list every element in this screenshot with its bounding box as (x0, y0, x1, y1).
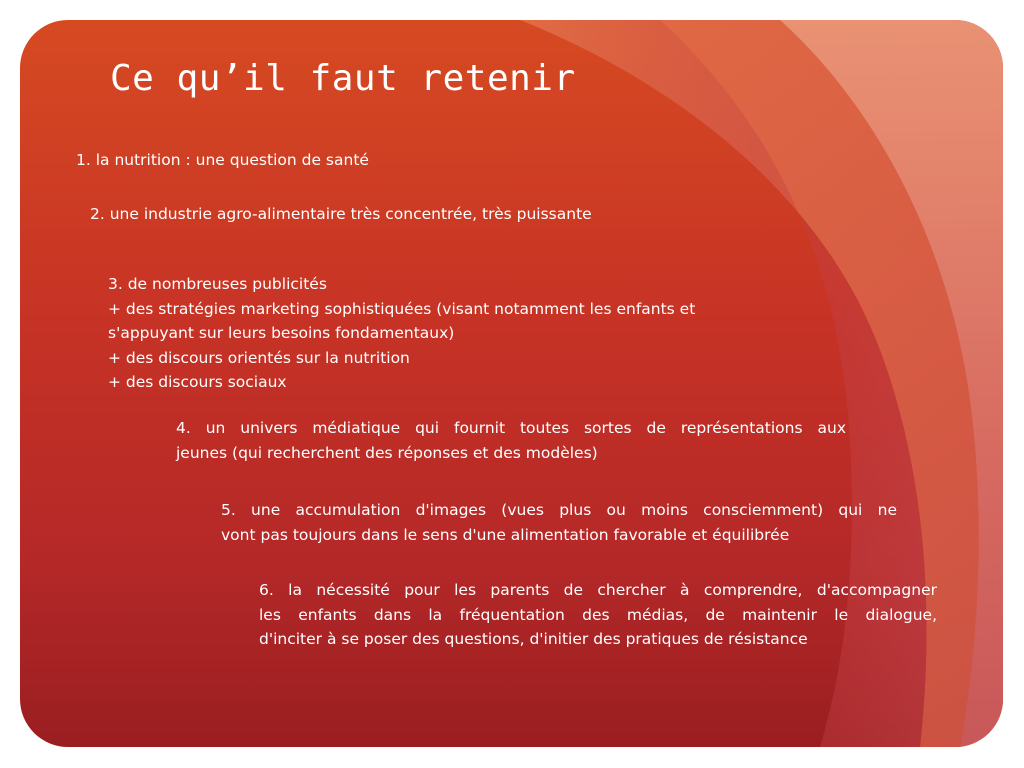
point-3-line-4: + des discours orientés sur la nutrition (108, 348, 410, 367)
point-4 (176, 416, 846, 465)
point-1-line: 1. la nutrition : une question de santé (76, 151, 369, 169)
point-3-line-1: 3. de nombreuses publicités (108, 275, 327, 293)
point-6-line-1: 6. la nécessité pour les parents de chercher à comprendre, d'accompagner (259, 581, 937, 599)
point-5-line-1: 5. une accumulation d'images (vues plus ou moins consciemment) qui ne (221, 501, 897, 519)
point-4-line-1: 4. un univers médiatique qui fournit toutes sortes de représentations aux (176, 419, 846, 437)
point-4-line-2: jeunes (qui recherchent des réponses et des modèles) (176, 443, 598, 462)
point-3-line-3: s'appuyant sur leurs besoins fondamentaux) (108, 324, 455, 342)
point-3 (108, 272, 695, 395)
slide (20, 20, 1003, 747)
point-5-line-2: vont pas toujours dans le sens d'une alimentation favorable et équilibrée (221, 525, 790, 544)
point-2-line: 2. une industrie agro-alimentaire très concentrée, très puissante (90, 205, 592, 223)
point-1 (76, 148, 369, 173)
point-6-line-3: d'inciter à se poser des questions, d'initier des pratiques de résistance (259, 630, 808, 648)
point-3-line-2: + des stratégies marketing sophistiquées (visant notamment les enfants et (108, 299, 696, 318)
point-5 (221, 498, 897, 547)
point-6-line-2: les enfants dans la fréquentation des médias, de maintenir le dialogue, (259, 605, 937, 624)
slide-title: Ce qu’il faut retenir (110, 58, 576, 99)
point-3-line-5: + des discours sociaux (108, 373, 287, 391)
point-2 (90, 202, 592, 227)
point-6 (259, 578, 937, 652)
